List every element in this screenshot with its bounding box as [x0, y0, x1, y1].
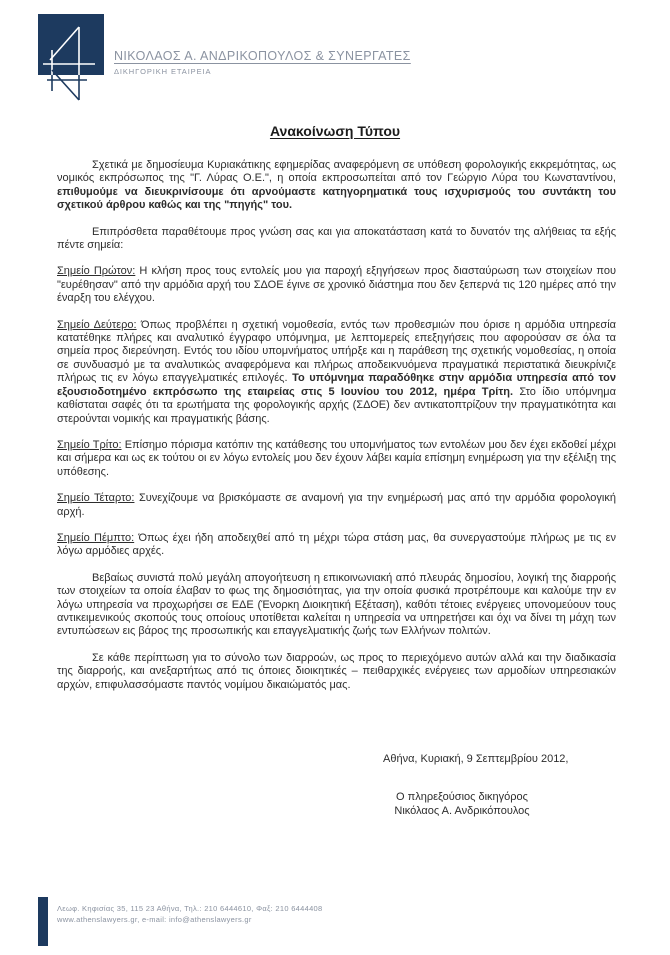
letterhead: [114, 49, 411, 76]
signature-role: Ο πληρεξούσιος δικηγόρος: [396, 791, 528, 803]
intro-paragraph: [57, 159, 616, 213]
point-5-heading: Σημείο Πέμπτο:: [57, 531, 135, 544]
firm-name: ΝΙΚΟΛΑΟΣ Α. ΑΝΔΡΙΚΟΠΟΥΛΟΣ & ΣΥΝΕΡΓΑΤΕΣ: [114, 49, 411, 63]
commentary-text: Βεβαίως συνιστά πολύ μεγάλη απογοήτευση η επικοινωνιακή από πλευράς δημοσίου, λογική της διαρροής των στοιχείων τα οποία έλαβαν το φως της δημοσιότητας, για την οποία φυσικά προτρέπουμε και καλούμε την εν λόγω υπηρεσία να προχωρήσει σε ΕΔΕ (Ένορκη Διοικητική Εξέταση), καθότι τέτοιες ενέργειες υπονομεύουν τους αντικειμενικούς σκοπούς τους οποίους υποτίθεται καλείται η υπηρεσία να υπηρετήσει και όχι να δίνει τη μάχη των εντυπώσεων εις βάρος της προσωπικής και επαγγελματικής ζωής των Ελλήνων πολιτών.: [57, 571, 616, 638]
intro-text: Σχετικά με δημοσίευμα Κυριακάτικης εφημερίδας αναφερόμενη σε υπόθεση φορολογικής εκκρεμότητας, ως νομικός εκπρόσωπος της "Γ. Λύρας Ο.Ε.", η οποία εκπροσωπείται από τον Γεώργιο Λύρα του Κωνσταντίνου,: [57, 159, 616, 185]
signature-block: [387, 791, 537, 818]
point-3-paragraph: [57, 439, 616, 479]
point-4-text: Συνεχίζουμε να βρισκόμαστε σε αναμονή για την ενημέρωσή μας από την αρμόδια φορολογική αρχή.: [57, 492, 616, 518]
firm-type: ΔΙΚΗΓΟΡΙΚΗ ΕΤΑΙΡΕΙΑ: [114, 67, 212, 76]
commentary-paragraph: [57, 572, 616, 639]
footer: [57, 903, 323, 925]
reservation-text: Σε κάθε περίπτωση για το σύνολο των διαρροών, ως προς το περιεχόμενο αυτών αλλά και την διαδικασία της διαρροής, και ανεξαρτήτως από τις όποιες διοικητικές – πειθαρχικές ενέργειες των αρμοδίων υπηρεσιακών αρχών, επιφυλασσόμαστε παντός νομίμου δικαιώματός μας.: [57, 651, 616, 691]
document-body: [57, 159, 616, 705]
point-5-paragraph: [57, 532, 616, 559]
footer-address: Λεωφ. Κηφισίας 35, 115 23 Αθήνα, Τηλ.: 210 6444610, Φαξ: 210 6444408: [57, 904, 323, 913]
footer-accent-bar: [38, 897, 48, 946]
document-title: [0, 123, 670, 139]
point-2-emphasis: Το υπόμνημα παραδόθηκε στην αρμόδια υπηρεσία από τον εξουσιοδοτημένο εκπρόσωπο της εταιρείας στις 5 Ιουνίου του 2012, ημέρα Τρίτη.: [57, 372, 616, 398]
footer-web-email: www.athenslawyers.gr, e-mail: info@athenslawyers.gr: [57, 915, 252, 924]
document-title-text: Ανακοίνωση Τύπου: [269, 123, 401, 139]
preamble-paragraph: [57, 226, 616, 253]
firm-monogram-icon: [38, 14, 104, 102]
point-5-text: Όπως έχει ήδη αποδειχθεί από τη μέχρι τώρα στάση μας, θα συνεργαστούμε πλήρως με τις εν λόγω αρμόδιες αρχές.: [57, 531, 616, 558]
point-3-text: Επίσημο πόρισμα κατόπιν της κατάθεσης του υπομνήματος των εντολέων μου δεν έχει εκδοθεί μέχρι και σήμερα και ως εκ τούτου οι εν λόγω εντολείς μου δεν έχουν λάβει καμία επίσημη ενημέρωση για την εξέλιξη της υπόθεσης.: [57, 438, 616, 478]
signature-name: Νικόλαος Α. Ανδρικόπουλος: [394, 804, 530, 817]
point-1-text: Η κλήση προς τους εντολείς μου για παροχή εξηγήσεων προς διασταύρωση των στοιχείων που "ευρέθησαν" από την αρμόδια αρχή του ΣΔΟΕ έγινε σε χρονικό διάστημα που δεν ξεπερνά τις 120 ημέρες από την έναρξη του ελέγχου.: [57, 265, 616, 305]
reservation-paragraph: [57, 652, 616, 692]
point-3-heading: Σημείο Τρίτο:: [57, 438, 122, 451]
firm-logo: [38, 14, 104, 102]
date-line: Αθήνα, Κυριακή, 9 Σεπτεμβρίου 2012,: [383, 753, 569, 765]
point-1-paragraph: [57, 265, 616, 305]
point-2-paragraph: [57, 319, 616, 426]
intro-emphasis: επιθυμούμε να διευκρινίσουμε ότι αρνούμαστε κατηγορηματικά τους ισχυρισμούς του συντάκτη του σχετικού άρθρου καθώς και της "πηγής" του.: [57, 185, 616, 212]
point-2-heading: Σημείο Δεύτερο:: [57, 318, 137, 331]
preamble-text: Επιπρόσθετα παραθέτουμε προς γνώση σας και για αποκατάσταση κατά το δυνατόν της αλήθειας τα εξής πέντε σημεία:: [57, 225, 616, 252]
point-1-heading: Σημείο Πρώτον:: [57, 265, 136, 278]
point-2-text: Όπως προβλέπει η σχετική νομοθεσία, εντός των προθεσμιών που όρισε η αρμόδια υπηρεσία κατατέθηκε πλήρες και αναλυτικό έγγραφο υπόμνημα, με λεπτομερείς επεξηγήσεις που αφορούσαν σε όλα τα σημεία προς διερεύνηση. Εντός του ιδίου υπομνήματος υπήρξε και η παράθεση της σχετικής νομοθεσίας, η οποία σε συνδυασμό με τα αναλυτικώς αναφερόμενα και πλήρως αποδεικνυόμενα πραγματικά περιστατικά διευκρίνιζε πλήρως τις εν λόγω επαγγελματικές επιλογές.: [57, 318, 616, 385]
point-4-heading: Σημείο Τέταρτο:: [57, 492, 135, 505]
point-4-paragraph: [57, 492, 616, 519]
point-2-text-after: Στο ίδιο υπόμνημα καθίσταται σαφές ότι τα ερωτήματα της φορολογικής αρχής (ΣΔΟΕ) δεν αντικατοπτρίζουν την πραγματικότητα και στερούνται νομικής και πραγματικής βάσης.: [57, 385, 616, 425]
